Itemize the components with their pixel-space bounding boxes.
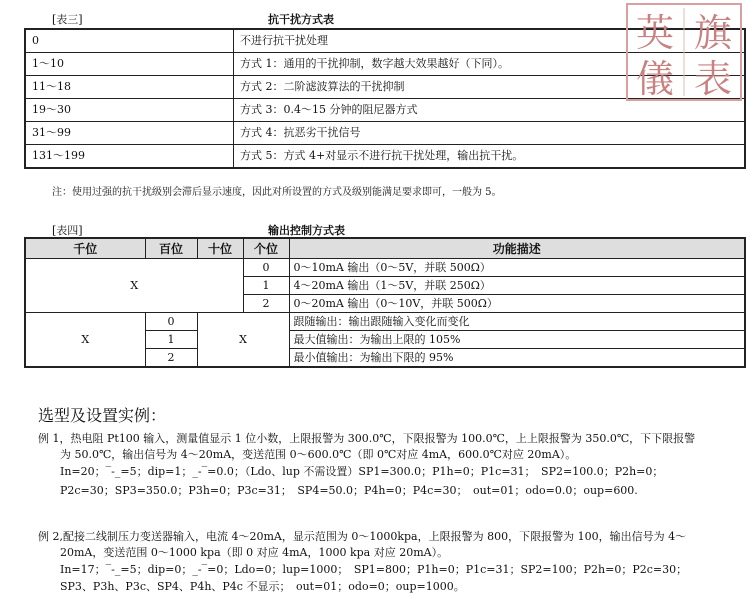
function-desc: 最小值输出：为输出下限的 95% bbox=[289, 349, 745, 368]
table3-caption: [表三] bbox=[52, 13, 83, 26]
table-row bbox=[25, 145, 745, 169]
example1-line3: In=20；‾-_=5；dip=1；_-‾=0.0；（Ldo、lup 不需设置）SP1=300.0；P1h=0；P1c=31； SP2=100.0；P2h=0； bbox=[60, 465, 664, 478]
stamp-char: 旗 bbox=[693, 11, 733, 55]
table-cell-range: 11～18 bbox=[25, 76, 234, 99]
section-heading: 选型及设置实例： bbox=[38, 406, 167, 425]
example2-line1: 例 2,配接二线制压力变送器输入，电流 4～20mA，显示范围为 0～1000kpa，上限报警为 800，下限报警为 100，输出信号为 4～ bbox=[38, 530, 687, 543]
hundreds-digit: 2 bbox=[145, 349, 197, 368]
column-header-function: 功能描述 bbox=[289, 238, 745, 259]
table-row bbox=[25, 122, 745, 145]
example1-line4: P2c=30；SP3=350.0；P3h=0；P3c=31； SP4=50.0；P4h=0；P4c=30； out=01；odo=0.0；oup=600. bbox=[60, 484, 638, 497]
table-cell-range: 19～30 bbox=[25, 99, 234, 122]
example2-line3: In=17；‾-_=5；dip=0；_-‾=0；Ldo=0；lup=1000； SP1=800；P1h=0；P1c=31；SP2=100；P2h=0；P2c=30； bbox=[60, 563, 688, 576]
table-cell-range: 0 bbox=[25, 29, 234, 53]
example1-line2: 为 50.0℃，输出信号为 4～20mA，变送范围 0～600.0℃（即 0℃对应 4mA，600.0℃对应 20mA）。 bbox=[60, 448, 577, 461]
table4 bbox=[24, 237, 746, 368]
stamp-char: 英 bbox=[635, 11, 675, 55]
group1-x-cell: X bbox=[25, 259, 243, 313]
table4-caption: [表四] bbox=[52, 224, 83, 237]
table3-note: 注：使用过强的抗干扰级别会滞后显示速度，因此对所设置的方式及级别能满足要求即可，一般为 5。 bbox=[52, 187, 502, 198]
column-header-hundreds: 百位 bbox=[145, 238, 197, 259]
table-cell-desc: 方式 3：0.4～15 分钟的阻尼器方式 bbox=[234, 99, 746, 122]
table4-title: 输出控制方式表 bbox=[268, 224, 345, 237]
table3-title: 抗干扰方式表 bbox=[268, 13, 334, 26]
example1-line1: 例 1，热电阻 Pt100 输入，测量值显示 1 位小数，上限报警为 300.0℃，下限报警为 100.0℃，上上限报警为 350.0℃，下下限报警 bbox=[38, 432, 696, 445]
example2-line4: SP3、P3h、P3c、SP4、P4h、P4c 不显示； out=01；odo=0；oup=1000。 bbox=[60, 580, 465, 593]
table-cell-range: 131～199 bbox=[25, 145, 234, 169]
table-cell-range: 1～10 bbox=[25, 53, 234, 76]
units-digit: 1 bbox=[243, 277, 289, 295]
column-header-tens: 十位 bbox=[197, 238, 243, 259]
table-cell-desc: 不进行抗干扰处理 bbox=[234, 29, 746, 53]
group2-x2-cell: X bbox=[197, 313, 289, 368]
units-digit: 2 bbox=[243, 295, 289, 313]
brand-stamp-logo bbox=[625, 2, 743, 102]
table-cell-range: 31～99 bbox=[25, 122, 234, 145]
function-desc: 0～10mA 输出（0～5V，并联 500Ω） bbox=[289, 259, 745, 277]
stamp-char: 表 bbox=[693, 57, 733, 101]
units-digit: 0 bbox=[243, 259, 289, 277]
function-desc: 跟随输出：输出跟随输入变化而变化 bbox=[289, 313, 745, 331]
table-row bbox=[25, 259, 745, 277]
stamp-char: 儀 bbox=[635, 57, 675, 101]
group2-x-cell: X bbox=[25, 313, 145, 368]
function-desc: 0～20mA 输出（0～10V，并联 500Ω） bbox=[289, 295, 745, 313]
table-cell-desc: 方式 1：通用的干扰抑制，数字越大效果越好（下同）。 bbox=[234, 53, 746, 76]
table-cell-desc: 方式 2：二阶滤波算法的干扰抑制 bbox=[234, 76, 746, 99]
column-header-thousands: 千位 bbox=[25, 238, 145, 259]
function-desc: 4～20mA 输出（1～5V，并联 250Ω） bbox=[289, 277, 745, 295]
hundreds-digit: 0 bbox=[145, 313, 197, 331]
table-row bbox=[25, 313, 745, 331]
table-cell-desc: 方式 4：抗恶劣干扰信号 bbox=[234, 122, 746, 145]
table-header-row bbox=[25, 238, 745, 259]
hundreds-digit: 1 bbox=[145, 331, 197, 349]
example2-line2: 20mA，变送范围 0～1000 kpa（即 0 对应 4mA，1000 kpa 对应 20mA）。 bbox=[60, 546, 449, 559]
function-desc: 最大值输出：为输出上限的 105% bbox=[289, 331, 745, 349]
column-header-units: 个位 bbox=[243, 238, 289, 259]
table-cell-desc: 方式 5：方式 4+对显示不进行抗干扰处理，输出抗干扰。 bbox=[234, 145, 746, 169]
